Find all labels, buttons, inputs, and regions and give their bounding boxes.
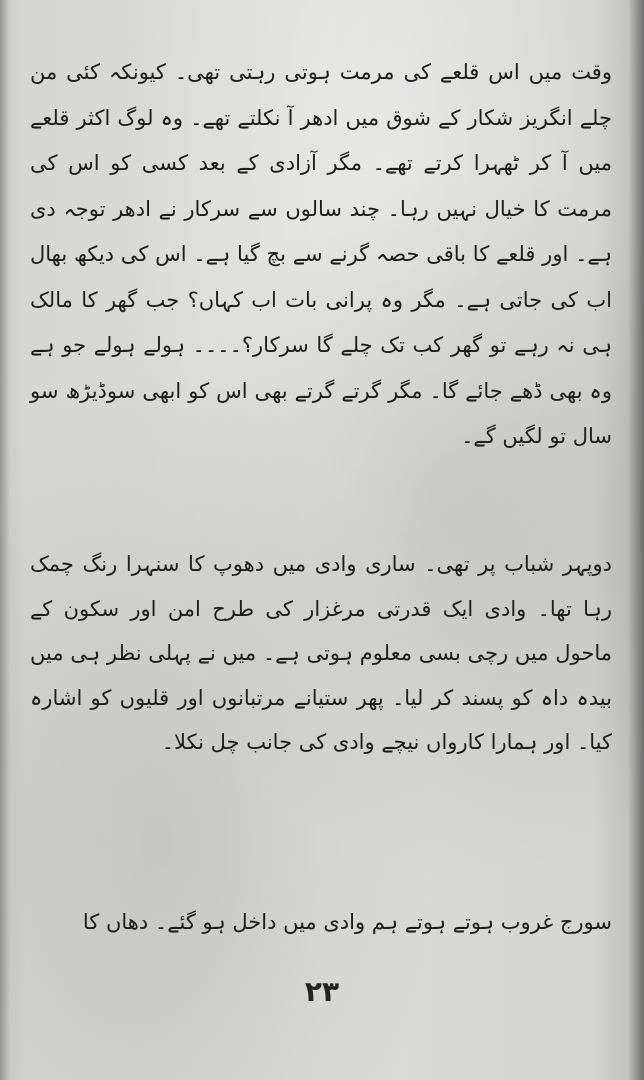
paragraph-2: دوپہر شباب پر تھی۔ ساری وادی میں دھوپ کا سنہرا رنگ چمک رہا تھا۔ وادی ایک قدرتی مرغزار کی طرح امن اور سکون کے ماحول میں رچی بسی معلوم ہوتی ہے۔ میں نے پہلی نظر ہی میں بیدہ داہ کو پسند کر لیا۔ پھر ستیانے مرتبانوں اور قلیوں کو اشارہ کیا۔ اور ہمارا کارواں نیچے وادی کی جانب چل نکلا۔ — [30, 552, 612, 754]
page-left-shadow — [0, 0, 10, 1080]
page-right-shadow — [628, 0, 644, 1080]
page-number: ۲۳ — [304, 975, 340, 1008]
paragraph-1: وقت میں اس قلعے کی مرمت ہوتی رہتی تھی۔ کیونکہ کئی من چلے انگریز شکار کے شوق میں ادھر آ نکلتے تھے۔ وہ لوگ اکثر قلعے میں آ کر ٹھہرا کرتے تھے۔ مگر آزادی کے بعد کسی کو اس کی مرمت کا خیال نہیں رہا۔ چند سالوں سے سرکار نے ادھر توجہ دی ہے۔ اور قلعے کا باقی حصہ گرنے سے بچ گیا ہے۔ اس کی دیکھ بھال اب کی جاتی ہے۔ مگر وہ پرانی بات اب کہاں؟ جب گھر کا مالک ہی نہ رہے تو گھر کب تک چلے گا سرکار؟۔۔۔۔ ہولے ہولے جو ہے وہ بھی ڈھے جائے گا۔ مگر گرتے گرتے بھی اس کو ابھی سوڈیڑھ سو سال تو لگیں گے۔ — [30, 60, 612, 448]
paragraph-3: سورج غروب ہوتے ہوتے ہم وادی میں داخل ہو گئے۔ دھاں کا — [82, 910, 612, 934]
